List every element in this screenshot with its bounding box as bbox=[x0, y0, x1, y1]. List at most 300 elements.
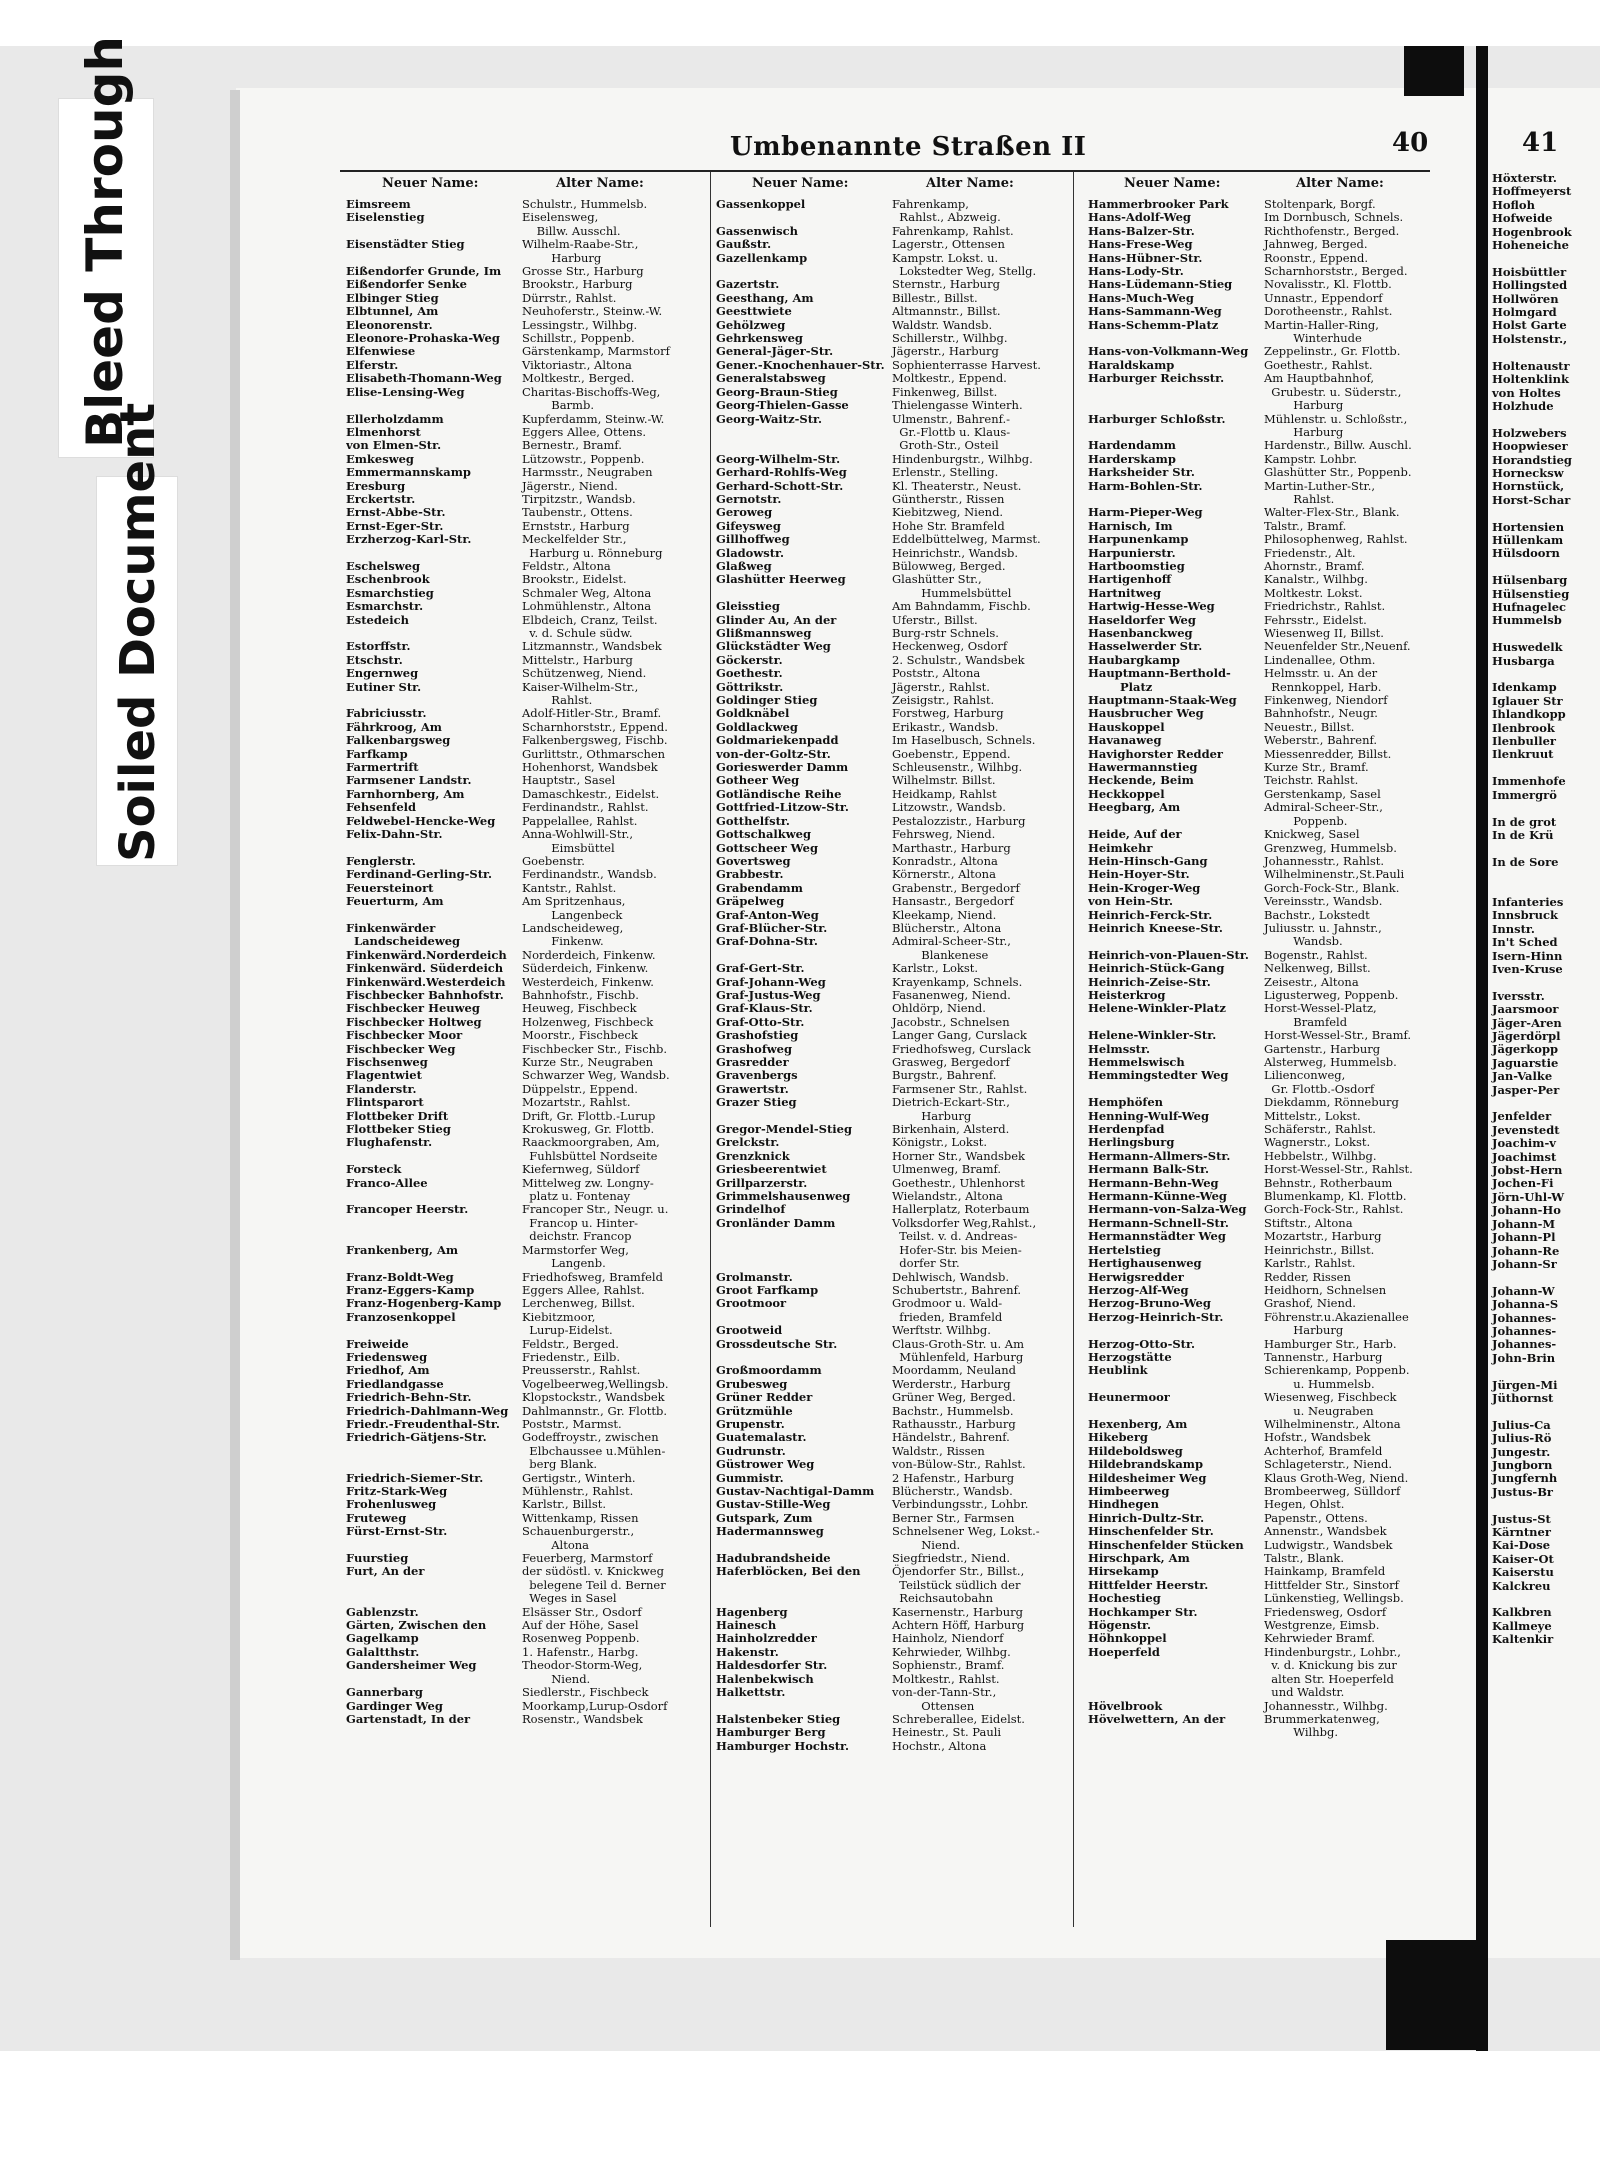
old-street-name: Kaiser-Wilhelm-Str., Rahlst. bbox=[522, 679, 639, 708]
index-entry bbox=[716, 225, 1070, 238]
old-street-name: Schierenkamp, Poppenb. u. Hummelsb. bbox=[1264, 1363, 1410, 1391]
new-street-name: Galaltthstr. bbox=[346, 1645, 420, 1659]
facing-page-entry: Hollwören bbox=[1492, 291, 1559, 306]
index-entry bbox=[1088, 640, 1440, 653]
old-street-name: Dürrstr., Rahlst. bbox=[522, 290, 617, 305]
index-entry bbox=[346, 1016, 706, 1029]
old-street-name: Kiefernweg, Süldorf bbox=[522, 1162, 640, 1177]
new-street-name: Feuersteinort bbox=[346, 881, 434, 895]
new-street-name: Gotthelfstr. bbox=[716, 814, 790, 828]
index-entry bbox=[1088, 1043, 1440, 1056]
new-street-name: Hövelwettern, An der bbox=[1088, 1712, 1226, 1726]
new-street-name: Hadubrandsheide bbox=[716, 1552, 831, 1566]
index-entry bbox=[1088, 1351, 1440, 1364]
old-street-name: Papenstr., Ottens. bbox=[1264, 1510, 1368, 1525]
index-entry bbox=[1088, 962, 1440, 975]
old-street-name: Mühlenstr. u. Schloßstr., Harburg bbox=[1264, 411, 1408, 439]
index-entry bbox=[1088, 1498, 1440, 1511]
new-street-name: Eimsreem bbox=[346, 198, 411, 211]
facing-page-entry bbox=[1492, 668, 1572, 681]
old-street-name: Raackmoorgraben, Am, Fuhlsbüttel Nordseite bbox=[522, 1135, 660, 1163]
index-entry bbox=[346, 774, 706, 787]
old-street-name: Ludwigstr., Wandsbek bbox=[1264, 1537, 1393, 1552]
facing-page-entry bbox=[1492, 1405, 1572, 1418]
new-street-name: Ernst-Eger-Str. bbox=[346, 519, 444, 533]
old-street-name: Friedhofsweg, Bramfeld bbox=[522, 1269, 663, 1284]
facing-page-entry bbox=[1492, 1097, 1572, 1110]
index-entry bbox=[346, 1338, 706, 1351]
old-street-name: Mozartstr., Rahlst. bbox=[522, 1095, 631, 1110]
old-street-name: Feuerberg, Marmstorf bbox=[522, 1551, 653, 1566]
index-entry bbox=[716, 1512, 1070, 1525]
old-street-name: Karlstr., Lokst. bbox=[892, 961, 979, 976]
index-entry bbox=[1088, 774, 1440, 787]
index-entry bbox=[346, 922, 706, 949]
old-street-name: Adolf-Hitler-Str., Bramf. bbox=[522, 706, 662, 721]
new-street-name: Emkesweg bbox=[346, 452, 414, 466]
facing-page-entry: von Holtes bbox=[1492, 385, 1561, 400]
index-entry bbox=[346, 493, 706, 506]
old-street-name: Hallerplatz, Roterbaum bbox=[892, 1202, 1030, 1217]
new-street-name: Elbtunnel, Am bbox=[346, 305, 439, 319]
old-street-name: Kleekamp, Niend. bbox=[892, 907, 997, 922]
index-entry bbox=[716, 989, 1070, 1002]
new-street-name: Hermann-von-Salza-Weg bbox=[1088, 1203, 1247, 1217]
old-street-name: Litzmannstr., Wandsbek bbox=[522, 639, 662, 654]
new-street-name: Harburger Schloßstr. bbox=[1088, 412, 1226, 426]
old-street-name: Goethestr., Uhlenhorst bbox=[892, 1175, 1025, 1190]
spine-bottom-block bbox=[1386, 1940, 1486, 2050]
facing-page-entry: Kallmeye bbox=[1492, 1618, 1552, 1633]
index-entry bbox=[716, 520, 1070, 533]
new-street-name: Hans-Lüdemann-Stieg bbox=[1088, 278, 1233, 292]
new-street-name: Friedhof, Am bbox=[346, 1364, 430, 1378]
index-entry bbox=[716, 560, 1070, 573]
col3-neu-header: Neuer Name: bbox=[1124, 176, 1221, 191]
new-street-name: Gärten, Zwischen den bbox=[346, 1619, 487, 1633]
index-entry bbox=[1088, 1539, 1440, 1552]
new-street-name: Farfkamp bbox=[346, 747, 408, 761]
index-entry bbox=[716, 895, 1070, 908]
index-entry bbox=[1088, 989, 1440, 1002]
index-entry bbox=[1088, 1311, 1440, 1338]
index-entry bbox=[346, 707, 706, 720]
index-entry bbox=[1088, 1619, 1440, 1632]
old-street-name: Scharnhorststr., Berged. bbox=[1264, 264, 1408, 279]
index-entry bbox=[1088, 1485, 1440, 1498]
facing-page-entry: Höxterstr. bbox=[1492, 171, 1557, 185]
old-street-name: Händelstr., Bahrenf. bbox=[892, 1430, 1010, 1445]
new-street-name: Heinrich-Zeise-Str. bbox=[1088, 975, 1211, 989]
old-street-name: Schwarzer Weg, Wandsb. bbox=[522, 1068, 670, 1083]
new-street-name: Graf-Justus-Weg bbox=[716, 988, 821, 1002]
old-street-name: Im Haselbusch, Schnels. bbox=[892, 733, 1036, 748]
new-street-name: Harburger Reichsstr. bbox=[1088, 372, 1225, 386]
old-street-name: Waldstr. Wandsb. bbox=[892, 317, 993, 332]
facing-page-entry: Jägerkopp bbox=[1492, 1042, 1559, 1057]
index-entry bbox=[1088, 1364, 1440, 1391]
new-street-name: Grabendamm bbox=[716, 881, 803, 895]
new-street-name: Heimkehr bbox=[1088, 841, 1153, 855]
old-street-name: Altmannstr., Billst. bbox=[892, 304, 1001, 319]
new-street-name: Glaßweg bbox=[716, 559, 772, 573]
index-entry bbox=[346, 855, 706, 868]
old-street-name: Admiral-Scheer-Str., Poppenb. bbox=[1264, 800, 1383, 828]
page-number-left: 40 bbox=[1392, 128, 1429, 158]
facing-page-entry: Hummelsb bbox=[1492, 613, 1562, 628]
index-entry bbox=[716, 1056, 1070, 1069]
old-street-name: der südöstl. v. Knickweg belegene Teil d. Berner Weges in Sasel bbox=[522, 1564, 666, 1606]
facing-page-entry: Holzhude bbox=[1492, 398, 1554, 413]
new-street-name: Graf-Anton-Weg bbox=[716, 908, 819, 922]
facing-page-entry: Hülsenbarg bbox=[1492, 573, 1568, 588]
new-street-name: Gotländische Reihe bbox=[716, 787, 842, 801]
old-street-name: Lessingstr., Wilhbg. bbox=[522, 317, 638, 332]
new-street-name: Franco-Allee bbox=[346, 1176, 428, 1190]
new-street-name: Harpunenkamp bbox=[1088, 533, 1189, 547]
facing-page-entry: Johann-M bbox=[1492, 1216, 1556, 1231]
header-rule bbox=[340, 170, 1430, 172]
index-entry bbox=[1088, 1110, 1440, 1123]
facing-page-entry: Joachim-v bbox=[1492, 1136, 1556, 1151]
index-entry bbox=[716, 319, 1070, 332]
index-entry bbox=[716, 761, 1070, 774]
old-street-name: Brookstr., Harburg bbox=[522, 277, 633, 292]
new-street-name: Gaußstr. bbox=[716, 238, 772, 252]
new-street-name: Franz-Eggers-Kamp bbox=[346, 1283, 475, 1297]
new-street-name: Heublink bbox=[1088, 1364, 1148, 1378]
new-street-name: Hemmingstedter Weg bbox=[1088, 1069, 1229, 1083]
facing-page-entry: Johannes- bbox=[1492, 1310, 1557, 1325]
index-entry bbox=[716, 1619, 1070, 1632]
new-street-name: Grabbestr. bbox=[716, 868, 784, 882]
old-street-name: Klaus Groth-Weg, Niend. bbox=[1264, 1470, 1409, 1485]
index-entry bbox=[716, 640, 1070, 653]
col2-alt-header: Alter Name: bbox=[926, 176, 1014, 191]
index-entry bbox=[346, 1498, 706, 1511]
index-entry bbox=[346, 238, 706, 265]
old-street-name: Nelkenweg, Billst. bbox=[1264, 961, 1371, 976]
old-street-name: Martin-Luther-Str., Rahlst. bbox=[1264, 478, 1376, 506]
index-entry bbox=[346, 1391, 706, 1404]
new-street-name: Haldesdorfer Str. bbox=[716, 1659, 828, 1673]
facing-page-entry: Jasper-Per bbox=[1492, 1082, 1560, 1097]
new-street-name: Gassenwisch bbox=[716, 224, 799, 238]
new-street-name: Hartigenhoff bbox=[1088, 573, 1172, 587]
facing-page-text bbox=[1492, 172, 1572, 1647]
index-entry bbox=[346, 600, 706, 613]
new-street-name: Helmsstr. bbox=[1088, 1042, 1150, 1056]
new-street-name: Heunermoor bbox=[1088, 1391, 1170, 1405]
index-entry bbox=[716, 1472, 1070, 1485]
old-street-name: Hauptstr., Sasel bbox=[522, 773, 616, 788]
index-entry bbox=[1088, 587, 1440, 600]
old-street-name: Wilhelminenstr.,St.Pauli bbox=[1264, 867, 1405, 882]
index-entry bbox=[716, 654, 1070, 667]
old-street-name: Holzenweg, Fischbeck bbox=[522, 1014, 654, 1029]
index-entry bbox=[346, 533, 706, 560]
old-street-name: Kurze Str., Neugraben bbox=[522, 1055, 654, 1069]
new-street-name: Eresburg bbox=[346, 479, 406, 493]
old-street-name: Diekdamm, Rönneburg bbox=[1264, 1095, 1399, 1110]
new-street-name: Hauptmann-Berthold- Platz bbox=[1088, 667, 1231, 694]
old-street-name: Karlstr., Rahlst. bbox=[1264, 1256, 1356, 1271]
index-entry bbox=[346, 614, 706, 641]
index-entry bbox=[1088, 1271, 1440, 1284]
old-street-name: Kampstr. Lohbr. bbox=[1264, 451, 1357, 466]
old-street-name: Gartenstr., Harburg bbox=[1264, 1041, 1381, 1056]
old-street-name: Waldstr., Rissen bbox=[892, 1443, 985, 1458]
facing-page-entry: Jäger-Aren bbox=[1492, 1015, 1562, 1030]
old-street-name: Ernststr., Harburg bbox=[522, 518, 630, 533]
old-street-name: Horst-Wessel-Str., Bramf. bbox=[1264, 1028, 1412, 1043]
old-street-name: Bachstr., Lokstedt bbox=[1264, 907, 1370, 922]
old-street-name: Ahornstr., Bramf. bbox=[1264, 558, 1365, 573]
new-street-name: Finkenwärder Landscheideweg bbox=[346, 921, 461, 949]
facing-page-entry: Hüllenkam bbox=[1492, 532, 1564, 547]
index-entry bbox=[1088, 721, 1440, 734]
new-street-name: Heegbarg, Am bbox=[1088, 801, 1181, 815]
index-entry bbox=[1088, 1284, 1440, 1297]
index-entry bbox=[716, 1177, 1070, 1190]
new-street-name: Havanaweg bbox=[1088, 734, 1162, 748]
new-street-name: Grupenstr. bbox=[716, 1417, 785, 1431]
facing-page-entry: Jungborn bbox=[1492, 1458, 1553, 1472]
old-street-name: Weberstr., Bahrenf. bbox=[1264, 733, 1378, 748]
new-street-name: Estedeich bbox=[346, 613, 409, 627]
index-entry bbox=[1088, 480, 1440, 507]
index-entry bbox=[1088, 748, 1440, 761]
new-street-name: Heinrich Kneese-Str. bbox=[1088, 921, 1223, 935]
old-street-name: Bogenstr., Rahlst. bbox=[1264, 947, 1368, 962]
facing-page-entry: Kaiser-Ot bbox=[1492, 1551, 1554, 1566]
new-street-name: Gandersheimer Weg bbox=[346, 1659, 477, 1673]
index-entry bbox=[716, 842, 1070, 855]
index-entry bbox=[1088, 1056, 1440, 1069]
new-street-name: Hochestieg bbox=[1088, 1592, 1161, 1606]
index-entry bbox=[716, 1123, 1070, 1136]
index-entry bbox=[1088, 252, 1440, 265]
new-street-name: Hammerbrooker Park bbox=[1088, 198, 1229, 211]
old-street-name: Bachstr., Hummelsb. bbox=[892, 1403, 1014, 1418]
old-street-name: Eggers Allee, Rahlst. bbox=[522, 1282, 645, 1297]
old-street-name: Moltkestr., Rahlst. bbox=[892, 1671, 1000, 1686]
old-street-name: Wilhelminenstr., Altona bbox=[1264, 1416, 1401, 1431]
old-street-name: Godeffroystr., zwischen Elbchaussee u.Mühlen- berg Blank. bbox=[522, 1430, 666, 1472]
index-entry bbox=[716, 278, 1070, 291]
index-entry bbox=[716, 480, 1070, 493]
old-street-name: Öjendorfer Str., Billst., Teilstück südlich der Reichsautobahn bbox=[892, 1564, 1025, 1606]
index-entry bbox=[1088, 278, 1440, 291]
old-street-name: Karlstr., Billst. bbox=[522, 1497, 607, 1512]
index-entry bbox=[1088, 842, 1440, 855]
new-street-name: Hindhegen bbox=[1088, 1498, 1160, 1512]
new-street-name: Friedlandgasse bbox=[346, 1377, 444, 1391]
old-street-name: Heuweg, Fischbeck bbox=[522, 1001, 637, 1016]
new-street-name: Gannerbarg bbox=[346, 1686, 423, 1700]
new-street-name: Gartenstadt, In der bbox=[346, 1712, 471, 1726]
index-entry bbox=[1088, 1606, 1440, 1619]
old-street-name: Hochstr., Altona bbox=[892, 1738, 987, 1753]
index-entry bbox=[716, 1297, 1070, 1324]
new-street-name: Gustav-Nachtigal-Damm bbox=[716, 1485, 875, 1498]
index-entry bbox=[716, 1096, 1070, 1123]
new-street-name: Hertelstieg bbox=[1088, 1243, 1161, 1257]
new-street-name: Gablenzstr. bbox=[346, 1605, 419, 1619]
new-street-name: Graf-Otto-Str. bbox=[716, 1015, 805, 1029]
index-entry bbox=[1088, 1338, 1440, 1351]
facing-page-entry: In de grot bbox=[1492, 814, 1557, 829]
old-street-name: Behnstr., Rotherbaum bbox=[1264, 1175, 1393, 1190]
new-street-name: Georg-Waitz-Str. bbox=[716, 412, 823, 426]
old-street-name: Düppelstr., Eppend. bbox=[522, 1081, 638, 1096]
facing-page-entry: Hülsenstieg bbox=[1492, 586, 1570, 601]
index-entry bbox=[716, 386, 1070, 399]
new-street-name: Fischbecker Bahnhofstr. bbox=[346, 988, 504, 1002]
index-entry bbox=[1088, 882, 1440, 895]
new-street-name: Grashofweg bbox=[716, 1042, 793, 1056]
new-street-name: Fischsenweg bbox=[346, 1056, 428, 1069]
facing-page-entry bbox=[1492, 252, 1572, 265]
new-street-name: Herdenpfad bbox=[1088, 1123, 1165, 1137]
index-entry bbox=[346, 654, 706, 667]
index-entry bbox=[1088, 1472, 1440, 1485]
index-entry bbox=[346, 1069, 706, 1082]
index-entry bbox=[346, 1029, 706, 1042]
new-street-name: Hinschenfelder Str. bbox=[1088, 1525, 1214, 1539]
old-street-name: Eddelbüttelweg, Marmst. bbox=[892, 532, 1041, 547]
old-street-name: Heinrichstr., Wandsb. bbox=[892, 545, 1019, 560]
index-entry bbox=[1088, 828, 1440, 841]
new-street-name: Flottbeker Stieg bbox=[346, 1123, 451, 1137]
old-street-name: Jägerstr., Rahlst. bbox=[892, 679, 990, 694]
old-street-name: Johannesstr., Rahlst. bbox=[1264, 853, 1385, 868]
old-street-name: Marthastr., Harburg bbox=[892, 840, 1011, 855]
old-street-name: Fahrenkamp, Rahlst. bbox=[892, 223, 1014, 238]
old-street-name: Rosenstr., Wandsbek bbox=[522, 1711, 643, 1726]
new-street-name: Gräpelweg bbox=[716, 895, 785, 909]
facing-page-entry: Ihlandkopp bbox=[1492, 707, 1566, 722]
index-entry bbox=[346, 1405, 706, 1418]
index-entry bbox=[716, 1069, 1070, 1082]
soiled-document-label bbox=[96, 402, 178, 866]
index-entry bbox=[716, 614, 1070, 627]
index-entry bbox=[716, 815, 1070, 828]
old-street-name: Goebenstr. bbox=[522, 853, 585, 868]
index-entry bbox=[1088, 1190, 1440, 1203]
old-street-name: Jacobstr., Schnelsen bbox=[892, 1014, 1010, 1029]
facing-page-entry bbox=[1492, 842, 1572, 855]
old-street-name: Wilhelm-Raabe-Str., Harburg bbox=[522, 237, 639, 265]
new-street-name: Graf-Dohna-Str. bbox=[716, 935, 818, 949]
old-street-name: Hegen, Ohlst. bbox=[1264, 1497, 1345, 1512]
old-street-name: Mittelstr., Lokst. bbox=[1264, 1108, 1361, 1123]
new-street-name: Georg-Wilhelm-Str. bbox=[716, 452, 841, 466]
index-entry bbox=[1088, 573, 1440, 586]
index-entry bbox=[716, 922, 1070, 935]
old-street-name: Konradstr., Altona bbox=[892, 853, 998, 868]
new-street-name: Frankenberg, Am bbox=[346, 1243, 459, 1257]
new-street-name: Herlingsburg bbox=[1088, 1136, 1175, 1150]
new-street-name: Flagentwiet bbox=[346, 1069, 422, 1083]
new-street-name: Herzog-Otto-Str. bbox=[1088, 1337, 1195, 1351]
old-street-name: Ligusterweg, Poppenb. bbox=[1264, 987, 1399, 1002]
new-street-name: Friedensweg bbox=[346, 1350, 428, 1364]
new-street-name: Hadermannsweg bbox=[716, 1525, 824, 1539]
old-street-name: Am Bahndamm, Fischb. bbox=[892, 599, 1031, 614]
facing-page-entry: John-Brin bbox=[1492, 1350, 1556, 1365]
new-street-name: Flanderstr. bbox=[346, 1082, 417, 1096]
new-street-name: Frohenlusweg bbox=[346, 1498, 437, 1512]
facing-page-entry: Hollingsted bbox=[1492, 278, 1568, 293]
old-street-name: Harmsstr., Neugraben bbox=[522, 465, 653, 480]
old-street-name: Erikastr., Wandsb. bbox=[892, 719, 999, 734]
old-street-name: Lilienconweg, Gr. Flottb.-Osdorf bbox=[1264, 1068, 1375, 1096]
index-entry bbox=[1088, 855, 1440, 868]
old-street-name: Talstr., Blank. bbox=[1264, 1551, 1345, 1566]
index-entry bbox=[716, 1203, 1070, 1216]
facing-page-entry bbox=[1492, 1593, 1572, 1606]
new-street-name: Herzog-Alf-Weg bbox=[1088, 1283, 1189, 1297]
new-street-name: Hans-Balzer-Str. bbox=[1088, 224, 1195, 238]
old-street-name: Poststr., Marmst. bbox=[522, 1416, 622, 1431]
new-street-name: Eleonorenstr. bbox=[346, 318, 433, 332]
old-street-name: Wilhelmstr. Billst. bbox=[892, 773, 996, 788]
old-street-name: Alsterweg, Hummelsb. bbox=[1264, 1055, 1397, 1069]
old-street-name: Schmaler Weg, Altona bbox=[522, 585, 652, 600]
new-street-name: Grubesweg bbox=[716, 1377, 788, 1391]
facing-page-entry: Kärntner bbox=[1492, 1525, 1551, 1540]
old-street-name: Schauenburgerstr., Altona bbox=[522, 1524, 635, 1552]
facing-page-entry bbox=[1492, 413, 1572, 426]
index-entry bbox=[346, 1284, 706, 1297]
facing-page-entry: Iven-Kruse bbox=[1492, 961, 1563, 976]
new-street-name: Hein-Hoyer-Str. bbox=[1088, 868, 1190, 882]
index-entry bbox=[346, 1525, 706, 1552]
facing-page-entry bbox=[1492, 1365, 1572, 1378]
old-street-name: Heidhorn, Schnelsen bbox=[1264, 1282, 1387, 1297]
facing-page-entry: Jüthornst bbox=[1492, 1390, 1554, 1405]
page-title: Umbenannte Straßen II bbox=[730, 132, 1087, 162]
facing-page-entry: Ilenbuller bbox=[1492, 734, 1556, 749]
old-street-name: Kiebitzmoor, Lurup-Eidelst. bbox=[522, 1309, 613, 1338]
new-street-name: Gerhard-Schott-Str. bbox=[716, 479, 844, 493]
old-street-name: Dorotheenstr., Rahlst. bbox=[1264, 304, 1393, 319]
index-entry bbox=[346, 359, 706, 372]
index-entry bbox=[346, 1378, 706, 1391]
old-street-name: Jägerstr., Harburg bbox=[892, 344, 999, 359]
old-street-name: Viktoriastr., Altona bbox=[522, 357, 632, 372]
index-entry bbox=[716, 1565, 1070, 1605]
old-street-name: Mozartstr., Harburg bbox=[1264, 1229, 1382, 1244]
new-street-name: Högenstr. bbox=[1088, 1619, 1152, 1633]
old-street-name: Goethestr., Rahlst. bbox=[1264, 357, 1373, 372]
facing-page-entry bbox=[1492, 1271, 1572, 1284]
old-street-name: Charitas-Bischoffs-Weg, Barmb. bbox=[522, 384, 661, 413]
old-street-name: Langer Gang, Curslack bbox=[892, 1028, 1027, 1043]
index-entry bbox=[1088, 1646, 1440, 1700]
index-entry bbox=[1088, 1632, 1440, 1645]
facing-page-entry: Jenfelder bbox=[1492, 1109, 1552, 1124]
index-entry bbox=[1088, 292, 1440, 305]
new-street-name: Harnisch, Im bbox=[1088, 519, 1173, 533]
new-street-name: Fruteweg bbox=[346, 1511, 407, 1525]
new-street-name: Hamburger Berg bbox=[716, 1726, 826, 1740]
old-street-name: Jägerstr., Niend. bbox=[522, 478, 618, 493]
old-street-name: Ohldörp, Niend. bbox=[892, 1001, 986, 1016]
index-entry bbox=[346, 761, 706, 774]
new-street-name: Esmarchstr. bbox=[346, 600, 424, 614]
